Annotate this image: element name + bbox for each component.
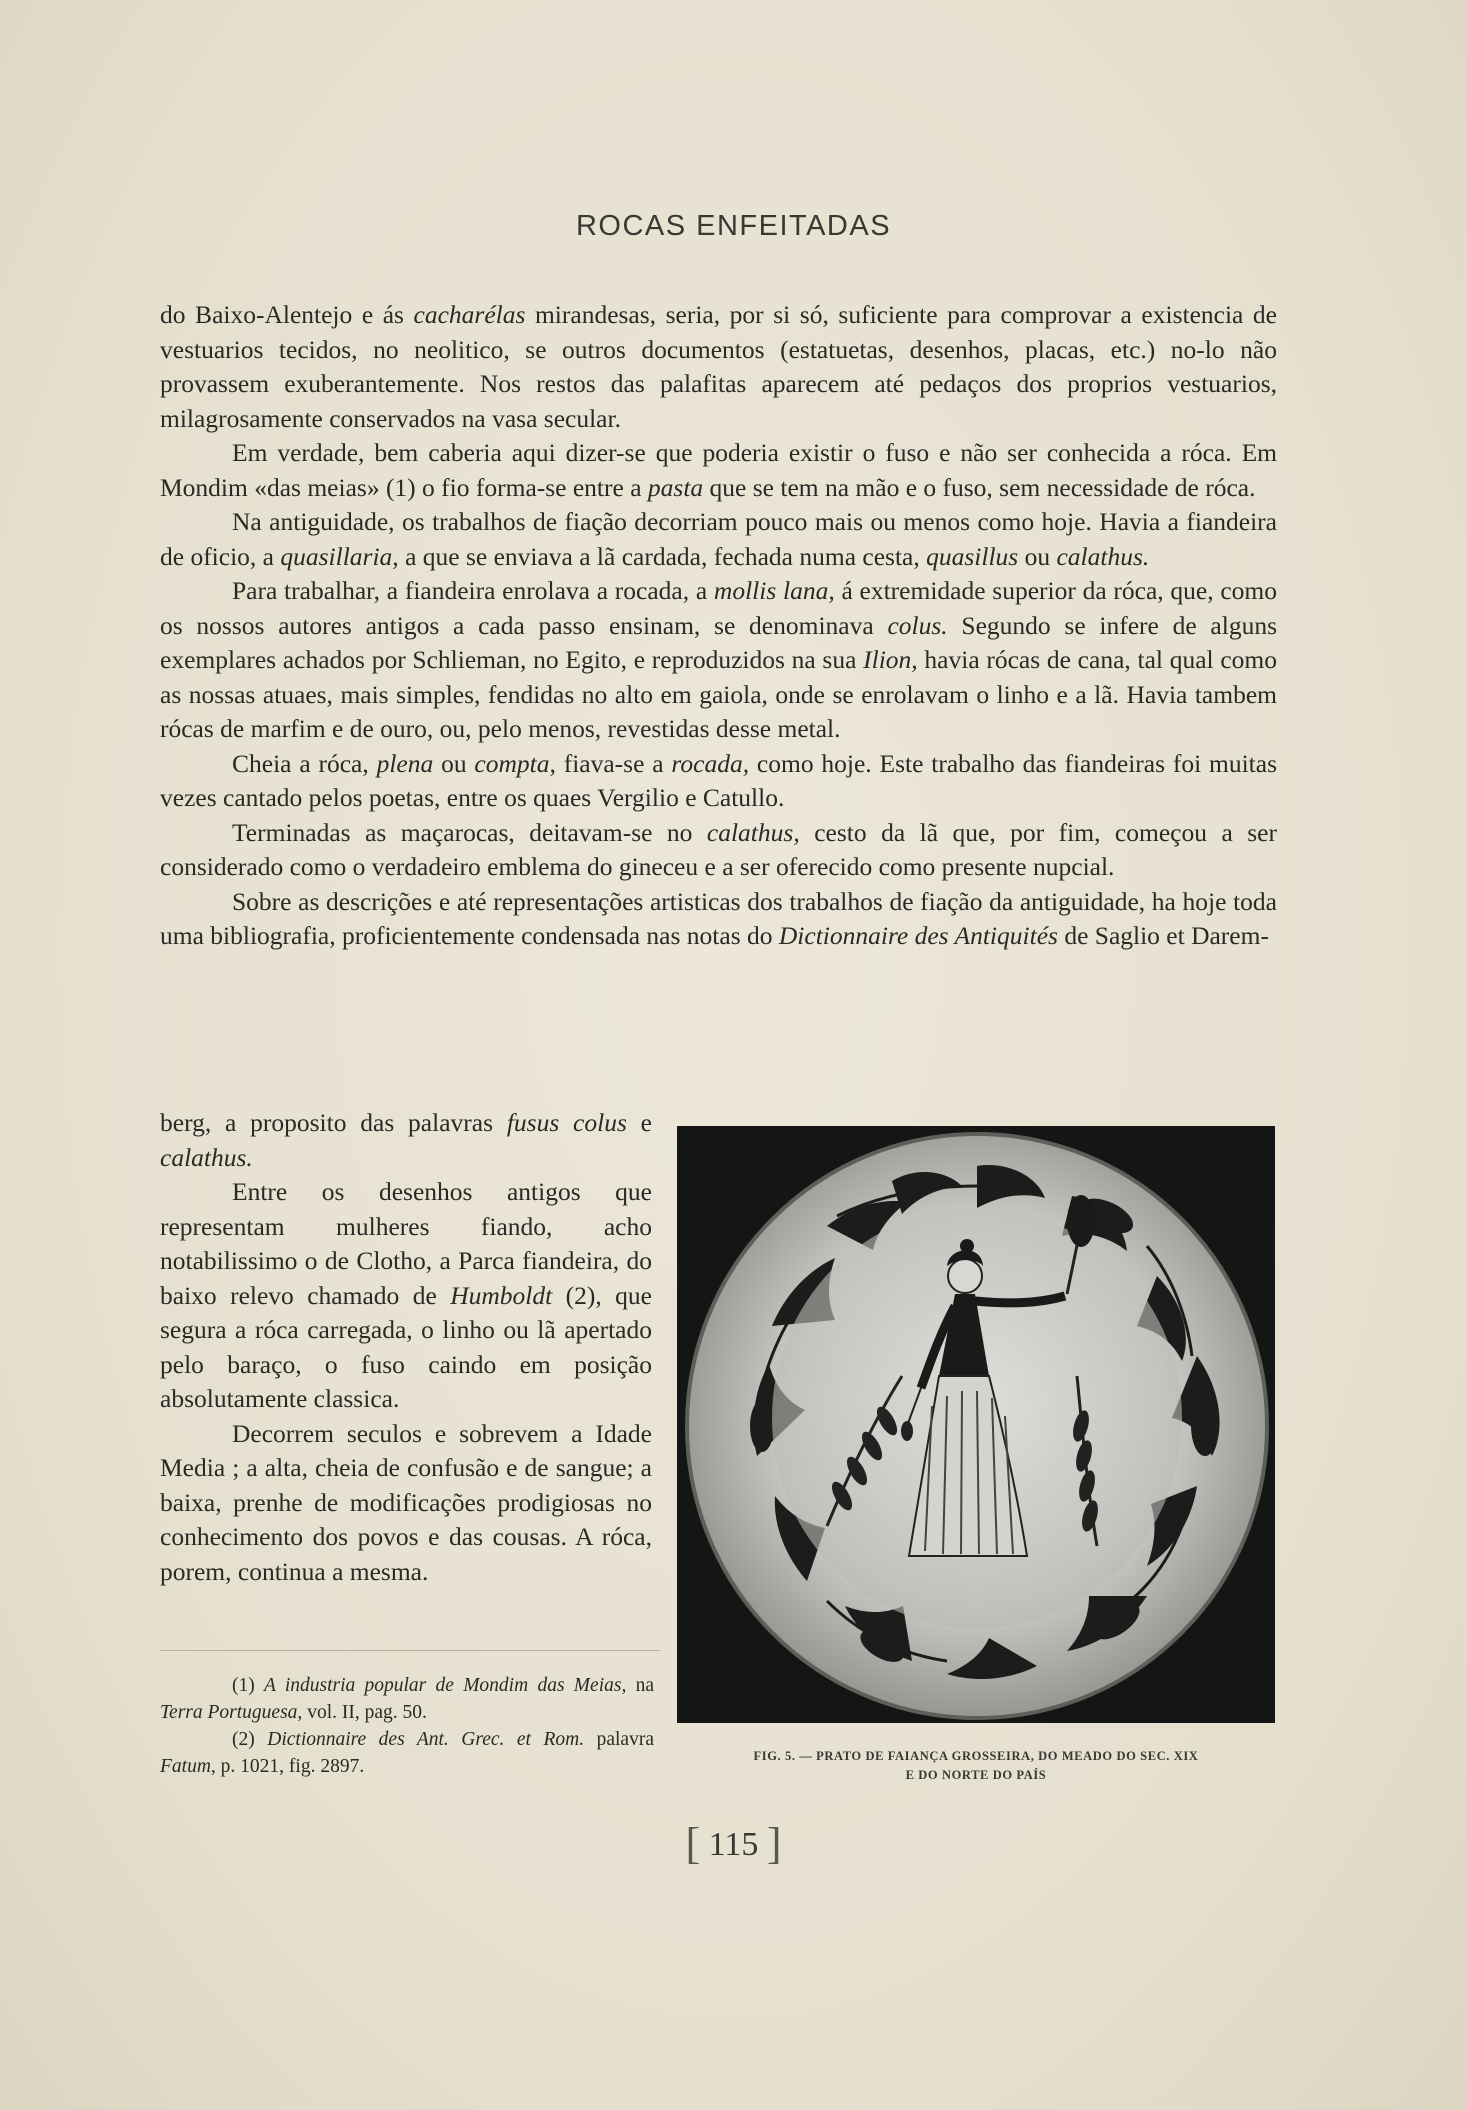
- wrap-paragraph-3: Decorrem seculos e sobrevem a Idade Media ; a alta, cheia de confusão e de sangue; a baixa, prenhe de modificações prodigiosas no conhecimento dos povos e das cousas. A róca, porem, continua a mesma.: [160, 1418, 652, 1586]
- figure-caption: [677, 1747, 1275, 1785]
- wrap-text-column: [160, 1106, 652, 1589]
- wrap-paragraph-1: berg, a proposito das palavras fusus colus e calathus.: [160, 1108, 652, 1172]
- wrap-paragraph-2: Entre os desenhos antigos que representam mulheres fiando, acho notabilissimo o de Clotho, a Parca fiandeira, do baixo relevo chamado de Humboldt (2), que segura a róca carregada, o linho ou lã apertado pelo baraço, o fuso caindo em posição absolutamente classica.: [160, 1177, 652, 1413]
- paragraph-5: Cheia a róca, plena ou compta, fiava-se a rocada, como hoje. Este trabalho das fiandeiras foi muitas vezes cantado pelos poetas, entre os quaes Vergilio e Catullo.: [160, 748, 1278, 812]
- figure-plate-photo: [677, 1126, 1275, 1723]
- faience-plate-illustration: [677, 1126, 1275, 1723]
- body-text: [160, 298, 1277, 954]
- paragraph-1: do Baixo-Alentejo e ás cacharélas mirandesas, seria, por si só, suficiente para comprovar a existencia de vestuarios tecidos, no neolitico, se outros documentos (estatuetas, desenhos, placas, etc.) no-lo não provassem exuberantemente. Nos restos das palafitas aparecem até pedaços dos proprios vestuarios, milagrosamente conservados na vasa secular.: [160, 300, 1277, 433]
- paragraph-6: Terminadas as maçarocas, deitavam-se no calathus, cesto da lã que, por fim, começou a ser considerado como o verdadeiro emblema do gineceu e a ser oferecido como presente nupcial.: [160, 817, 1277, 881]
- paragraph-3: Na antiguidade, os trabalhos de fiação decorriam pouco mais ou menos como hoje. Havia a fiandeira de oficio, a quasillaria, a que se enviava a lã cardada, fechada numa cesta, quasillus ou calathus.: [160, 507, 1277, 571]
- paragraph-2: Em verdade, bem caberia aqui dizer-se que poderia existir o fuso e não ser conhecida a róca. Em Mondim «das meias» (1) o fio forma-se entre a pasta que se tem na mão e o fuso, sem necessidade de róca.: [160, 438, 1277, 502]
- footnote-1: (1) A industria popular de Mondim das Meias, na Terra Portuguesa, vol. II, pag. 50.: [160, 1675, 654, 1723]
- footnote-rule: [160, 1650, 660, 1651]
- footnotes: [160, 1672, 654, 1780]
- page-number-value: 115: [708, 1826, 759, 1863]
- caption-line-2: E DO NORTE DO PAÍS: [905, 1768, 1047, 1782]
- running-head: ROCAS ENFEITADAS: [575, 210, 892, 242]
- caption-line-1: FIG. 5. — PRATO DE FAIANÇA GROSSEIRA, DO MEADO DO SEC. XIX: [753, 1749, 1199, 1763]
- paragraph-7: Sobre as descrições e até representações artisticas dos trabalhos de fiação da antiguidade, ha hoje toda uma bibliografia, proficientemente condensada nas notas do Dictionnaire des Antiquités de Saglio et Darem-: [160, 886, 1277, 950]
- footnote-2: (2) Dictionnaire des Ant. Grec. et Rom. palavra Fatum, p. 1021, fig. 2897.: [160, 1729, 654, 1777]
- paragraph-4: Para trabalhar, a fiandeira enrolava a rocada, a mollis lana, á extremidade superior da róca, que, como os nossos autores antigos a cada passo ensinam, se denominava colus. Segundo se infere de alguns exemplares achados por Schlieman, no Egito, e reproduzidos na sua Ilion, havia rócas de cana, tal qual como as nossas atuaes, mais simples, fendidas no alto em gaiola, onde se enrolavam o linho e a lã. Havia tambem rócas de marfim e de ouro, ou, pelo menos, revestidas desse metal.: [160, 576, 1277, 743]
- page-number: [ 115 ]: [685, 1819, 782, 1868]
